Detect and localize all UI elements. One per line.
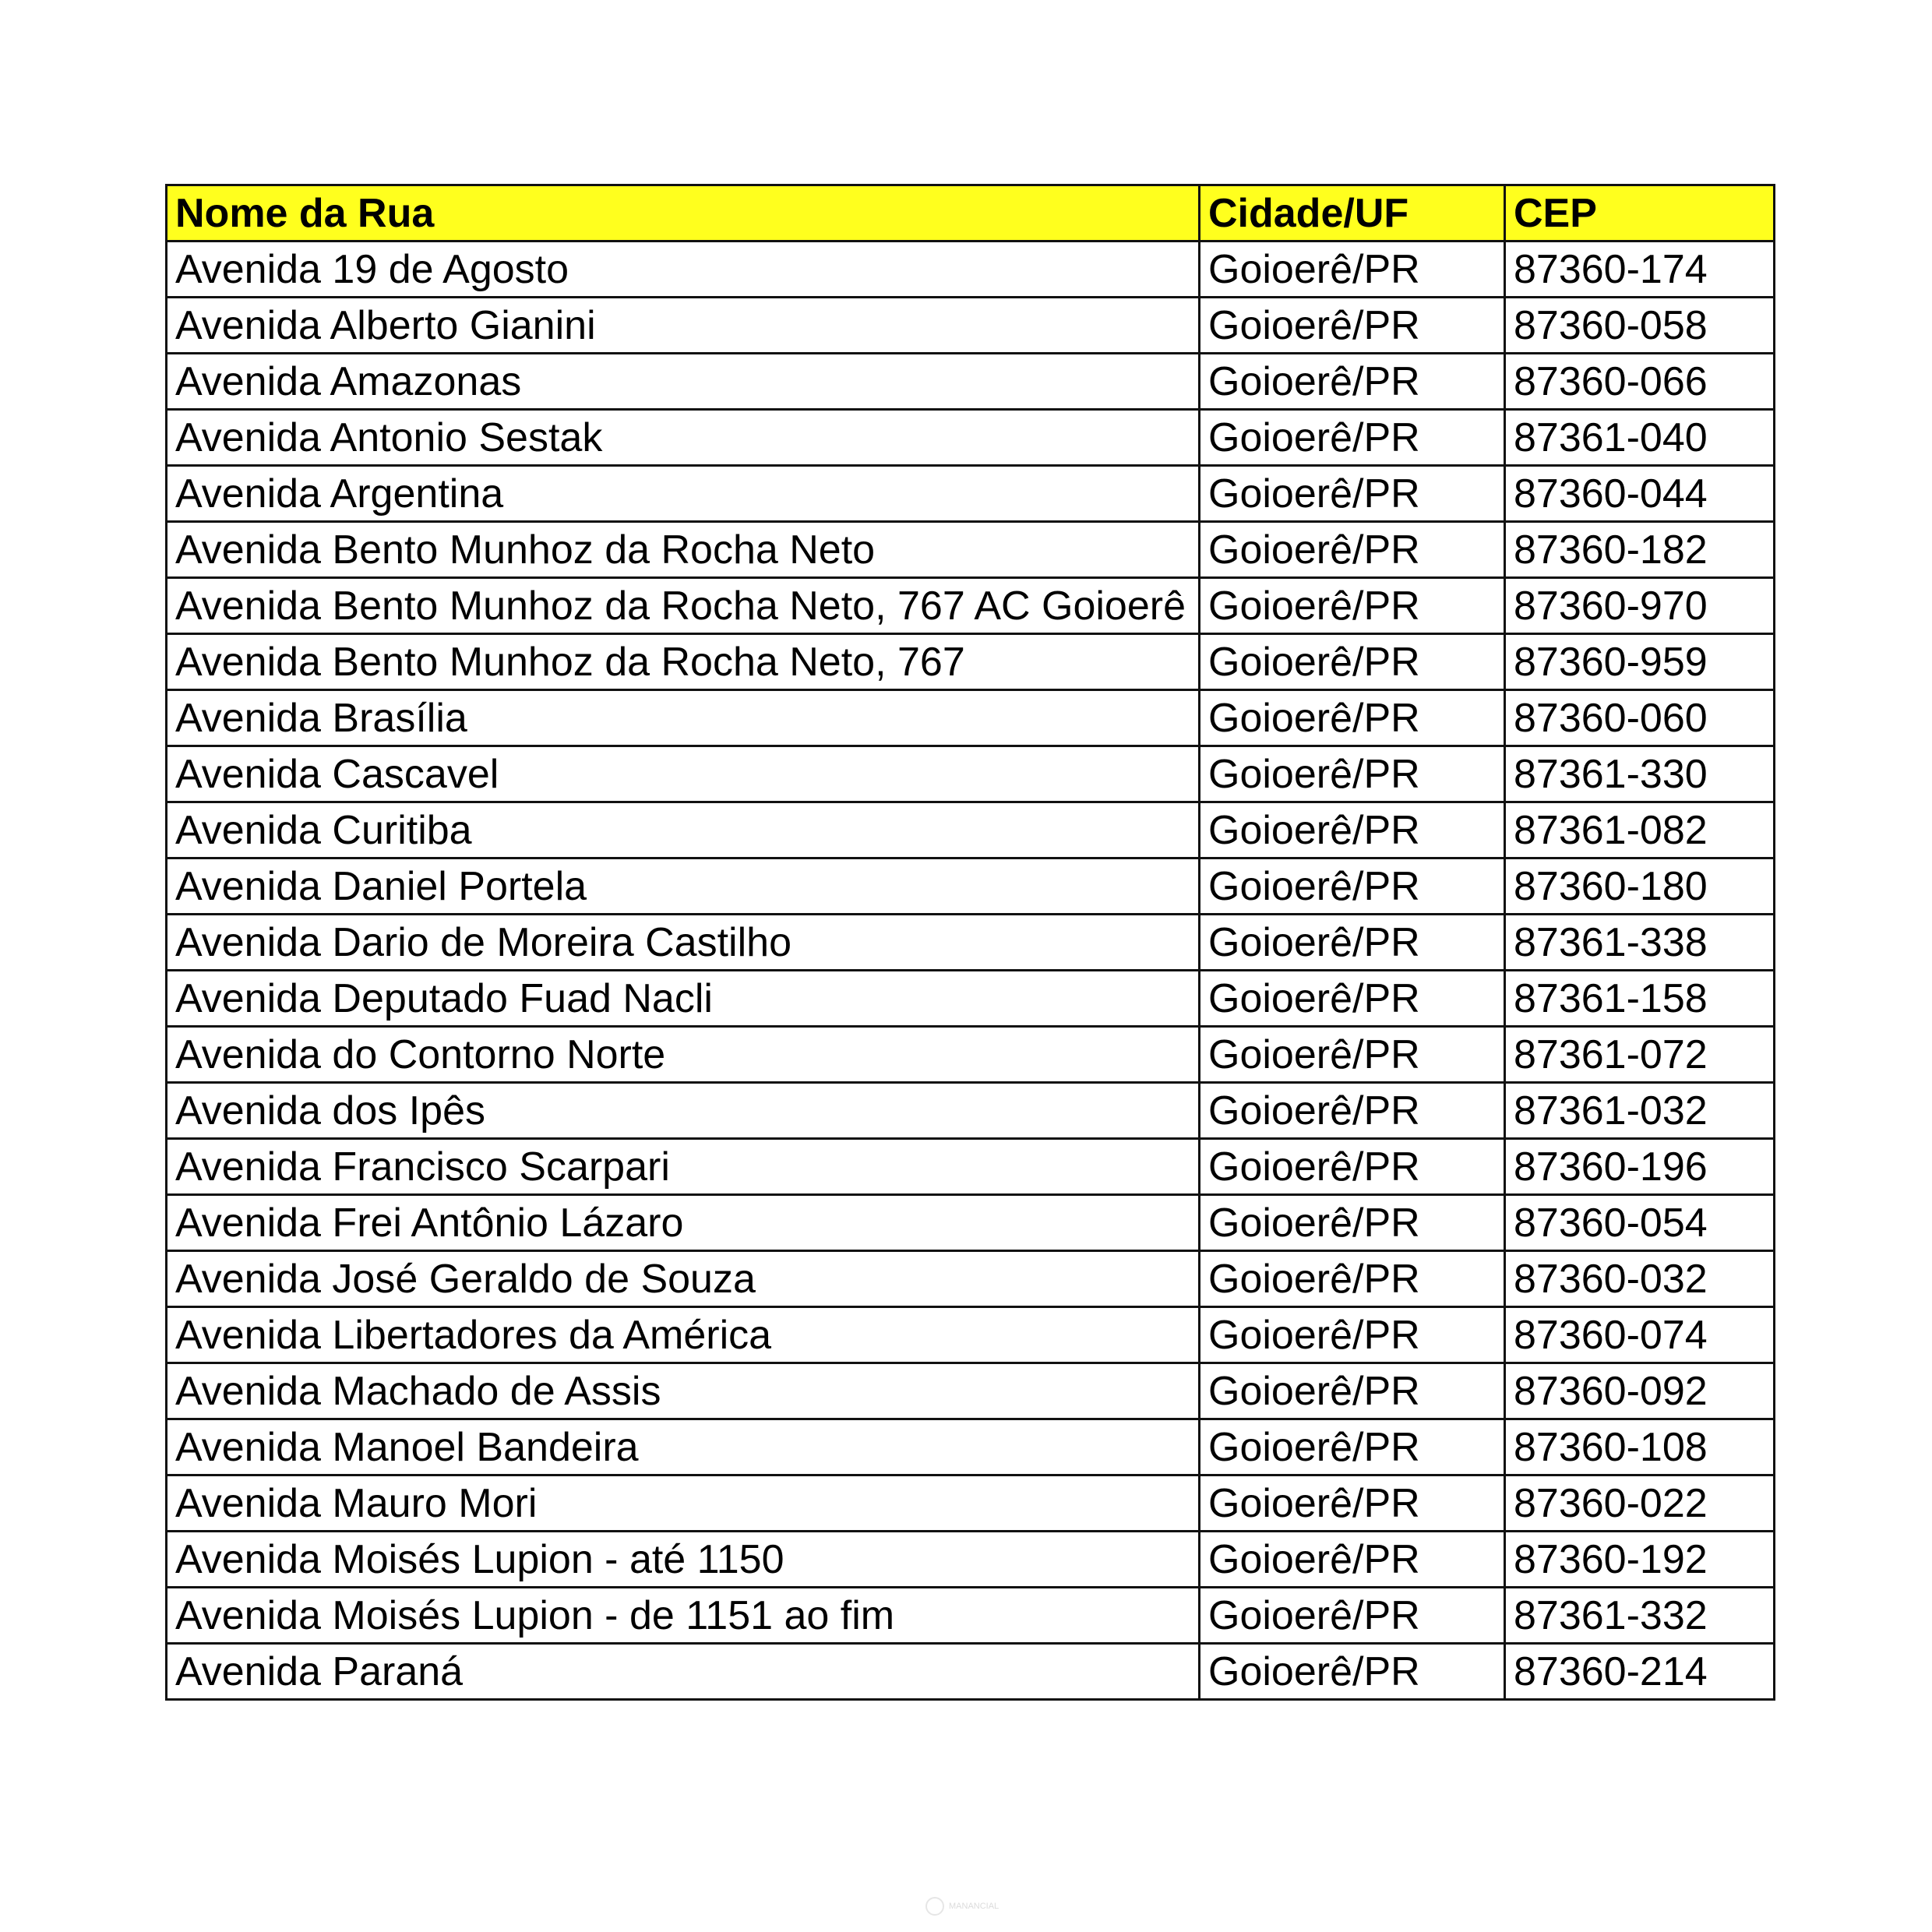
street-name-cell: Avenida Mauro Mori [167,1475,1200,1532]
cep-cell: 87361-158 [1505,971,1775,1027]
city-state-cell: Goioerê/PR [1200,858,1505,915]
cep-cell: 87361-338 [1505,915,1775,971]
table-row [167,1307,1775,1363]
table-row [167,858,1775,915]
table-row [167,242,1775,298]
street-name-cell: Avenida Curitiba [167,802,1200,858]
street-name-cell: Avenida Bento Munhoz da Rocha Neto, 767 [167,634,1200,690]
table-row [167,1195,1775,1251]
street-name-cell: Avenida Paraná [167,1644,1200,1700]
city-state-cell: Goioerê/PR [1200,522,1505,578]
cep-cell: 87360-192 [1505,1532,1775,1588]
header-row [167,185,1775,242]
street-name-cell: Avenida Francisco Scarpari [167,1139,1200,1195]
street-name-cell: Avenida Cascavel [167,746,1200,802]
street-name-cell: Avenida Dario de Moreira Castilho [167,915,1200,971]
header-city-state: Cidade/UF [1200,185,1505,242]
cep-cell: 87360-066 [1505,354,1775,410]
street-name-cell: Avenida dos Ipês [167,1083,1200,1139]
table-row [167,1588,1775,1644]
table-row [167,1363,1775,1419]
street-name-cell: Avenida Antonio Sestak [167,410,1200,466]
street-name-cell: Avenida Moisés Lupion - até 1150 [167,1532,1200,1588]
city-state-cell: Goioerê/PR [1200,746,1505,802]
cep-cell: 87360-196 [1505,1139,1775,1195]
city-state-cell: Goioerê/PR [1200,1083,1505,1139]
cep-cell: 87360-180 [1505,858,1775,915]
table-row [167,1251,1775,1307]
cep-cell: 87360-214 [1505,1644,1775,1700]
table-row [167,298,1775,354]
street-name-cell: Avenida Amazonas [167,354,1200,410]
street-name-cell: Avenida José Geraldo de Souza [167,1251,1200,1307]
street-name-cell: Avenida Alberto Gianini [167,298,1200,354]
city-state-cell: Goioerê/PR [1200,1363,1505,1419]
cep-cell: 87361-040 [1505,410,1775,466]
table-row [167,690,1775,746]
street-cep-table [165,184,1775,1701]
street-name-cell: Avenida Bento Munhoz da Rocha Neto, 767 AC Goioerê [167,578,1200,634]
table-row [167,1083,1775,1139]
city-state-cell: Goioerê/PR [1200,1139,1505,1195]
street-name-cell: Avenida Bento Munhoz da Rocha Neto [167,522,1200,578]
cep-cell: 87361-330 [1505,746,1775,802]
street-name-cell: Avenida Frei Antônio Lázaro [167,1195,1200,1251]
street-name-cell: Avenida 19 de Agosto [167,242,1200,298]
city-state-cell: Goioerê/PR [1200,1195,1505,1251]
city-state-cell: Goioerê/PR [1200,1307,1505,1363]
watermark [925,1895,1011,1918]
cep-cell: 87360-174 [1505,242,1775,298]
city-state-cell: Goioerê/PR [1200,242,1505,298]
street-name-cell: Avenida Brasília [167,690,1200,746]
city-state-cell: Goioerê/PR [1200,466,1505,522]
table-row [167,1419,1775,1475]
table-row [167,802,1775,858]
table-row [167,971,1775,1027]
table-row [167,1532,1775,1588]
street-name-cell: Avenida do Contorno Norte [167,1027,1200,1083]
street-name-cell: Avenida Argentina [167,466,1200,522]
cep-cell: 87361-032 [1505,1083,1775,1139]
city-state-cell: Goioerê/PR [1200,1419,1505,1475]
cep-cell: 87361-332 [1505,1588,1775,1644]
cep-cell: 87360-022 [1505,1475,1775,1532]
street-name-cell: Avenida Manoel Bandeira [167,1419,1200,1475]
cep-cell: 87360-058 [1505,298,1775,354]
cep-cell: 87360-060 [1505,690,1775,746]
cep-cell: 87360-092 [1505,1363,1775,1419]
table-row [167,578,1775,634]
street-name-cell: Avenida Libertadores da América [167,1307,1200,1363]
city-state-cell: Goioerê/PR [1200,354,1505,410]
city-state-cell: Goioerê/PR [1200,971,1505,1027]
logo-icon [925,1897,944,1916]
city-state-cell: Goioerê/PR [1200,1644,1505,1700]
city-state-cell: Goioerê/PR [1200,298,1505,354]
table-row [167,746,1775,802]
cep-cell: 87360-074 [1505,1307,1775,1363]
table-row [167,354,1775,410]
cep-cell: 87360-108 [1505,1419,1775,1475]
header-cep: CEP [1505,185,1775,242]
cep-cell: 87360-054 [1505,1195,1775,1251]
cep-cell: 87360-970 [1505,578,1775,634]
cep-cell: 87360-044 [1505,466,1775,522]
header-street-name: Nome da Rua [167,185,1200,242]
cep-cell: 87360-032 [1505,1251,1775,1307]
table-row [167,410,1775,466]
cep-cell: 87360-959 [1505,634,1775,690]
city-state-cell: Goioerê/PR [1200,1027,1505,1083]
table-row [167,466,1775,522]
cep-cell: 87361-072 [1505,1027,1775,1083]
city-state-cell: Goioerê/PR [1200,410,1505,466]
cep-cell: 87360-182 [1505,522,1775,578]
table-row [167,1139,1775,1195]
watermark-text: MANANCIAL [949,1902,999,1911]
table-row [167,1475,1775,1532]
city-state-cell: Goioerê/PR [1200,1532,1505,1588]
street-name-cell: Avenida Machado de Assis [167,1363,1200,1419]
table-row [167,634,1775,690]
city-state-cell: Goioerê/PR [1200,690,1505,746]
street-name-cell: Avenida Deputado Fuad Nacli [167,971,1200,1027]
table-row [167,1644,1775,1700]
table-row [167,522,1775,578]
city-state-cell: Goioerê/PR [1200,578,1505,634]
street-name-cell: Avenida Daniel Portela [167,858,1200,915]
table-row [167,915,1775,971]
table-row [167,1027,1775,1083]
cep-cell: 87361-082 [1505,802,1775,858]
city-state-cell: Goioerê/PR [1200,1251,1505,1307]
city-state-cell: Goioerê/PR [1200,634,1505,690]
city-state-cell: Goioerê/PR [1200,1588,1505,1644]
city-state-cell: Goioerê/PR [1200,1475,1505,1532]
city-state-cell: Goioerê/PR [1200,802,1505,858]
city-state-cell: Goioerê/PR [1200,915,1505,971]
table-body [167,242,1775,1700]
street-name-cell: Avenida Moisés Lupion - de 1151 ao fim [167,1588,1200,1644]
